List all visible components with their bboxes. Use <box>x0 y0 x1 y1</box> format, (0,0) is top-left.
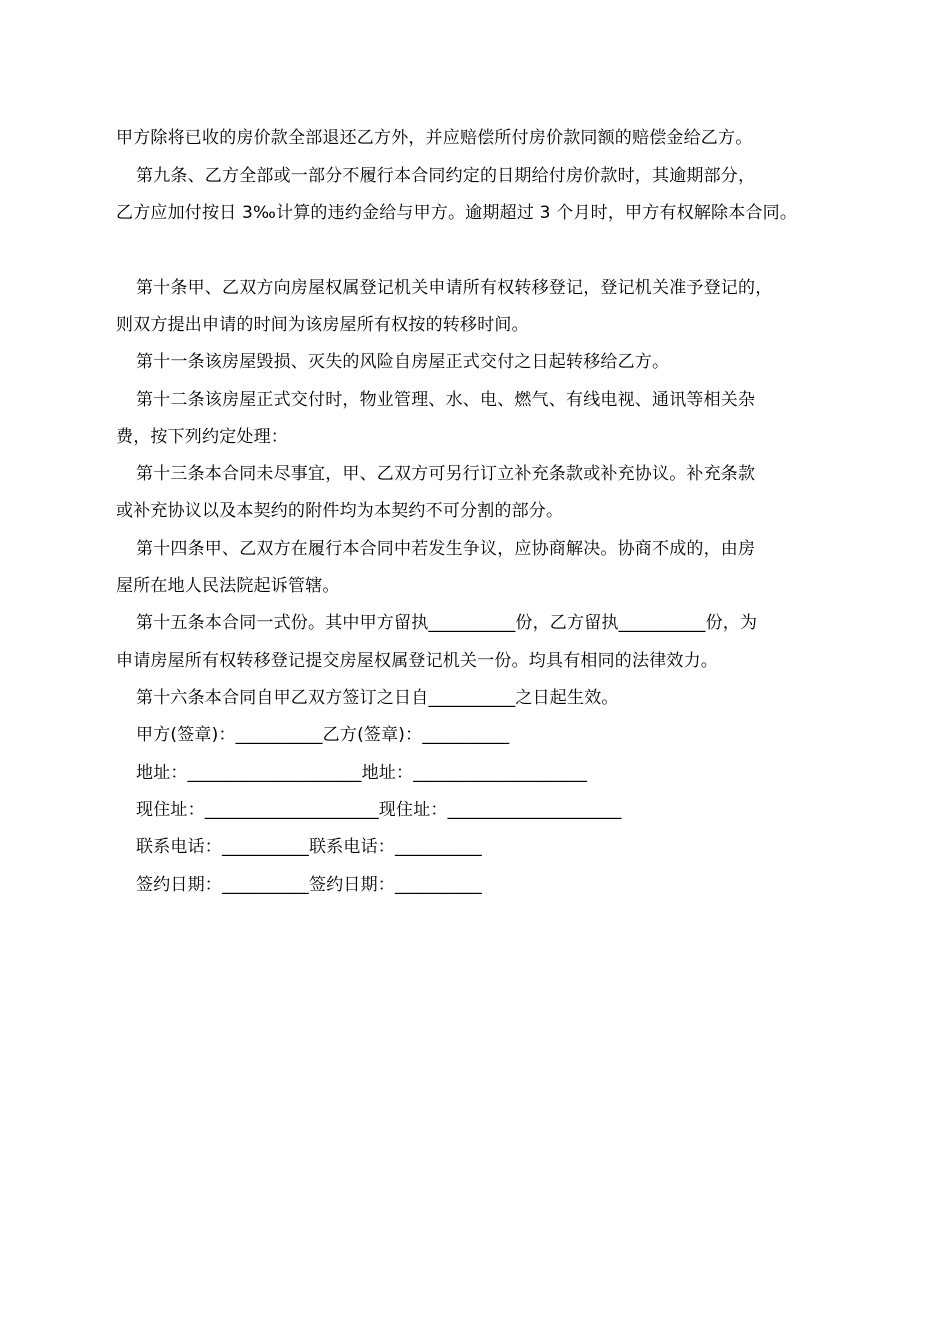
text-line: 申请房屋所有权转移登记提交房屋权属登记机关一份。均具有相同的法律效力。 <box>116 651 718 671</box>
text-line: 第十条甲、乙双方向房屋权属登记机关申请所有权转移登记，登记机关准予登记的， <box>136 278 773 298</box>
text-line: 费，按下列约定处理： <box>116 427 288 447</box>
current-address-line: 现住址：____________________现住址：____________________ <box>136 800 622 820</box>
signature-line: 甲方(签章)：__________乙方(签章)：__________ <box>136 725 510 745</box>
text-line: 第十四条甲、乙双方在履行本合同中若发生争议，应协商解决。协商不成的，由房 <box>136 539 756 559</box>
text-line: 或补充协议以及本契约的附件均为本契约不可分割的部分。 <box>116 501 564 521</box>
text-line: 第十一条该房屋毁损、灭失的风险自房屋正式交付之日起转移给乙方。 <box>136 352 670 372</box>
address-line: 地址：____________________地址：____________________ <box>136 763 588 783</box>
text-line: 第九条、乙方全部或一部分不履行本合同约定的日期给付房价款时，其逾期部分， <box>136 166 756 186</box>
sign-date-line: 签约日期：__________签约日期：__________ <box>136 875 482 895</box>
text-line: 乙方应加付按日 3‰计算的违约金给与甲方。逾期超过 3 个月时，甲方有权解除本合同。 <box>116 203 798 223</box>
text-line: 第十二条该房屋正式交付时，物业管理、水、电、燃气、有线电视、通讯等相关杂 <box>136 390 756 410</box>
text-line: 甲方除将已收的房价款全部退还乙方外，并应赔偿所付房价款同额的赔偿金给乙方。 <box>116 128 753 148</box>
text-line: 第十三条本合同未尽事宜，甲、乙双方可另行订立补充条款或补充协议。补充条款 <box>136 464 756 484</box>
text-line: 第十五条本合同一式份。其中甲方留执__________份，乙方留执__________份，为 <box>136 613 758 633</box>
text-line: 第十六条本合同自甲乙双方签订之日自__________之日起生效。 <box>136 688 619 708</box>
phone-line: 联系电话：__________联系电话：__________ <box>136 837 482 857</box>
text-line: 屋所在地人民法院起诉管辖。 <box>116 576 340 596</box>
text-line: 则双方提出申请的时间为该房屋所有权按的转移时间。 <box>116 315 529 335</box>
